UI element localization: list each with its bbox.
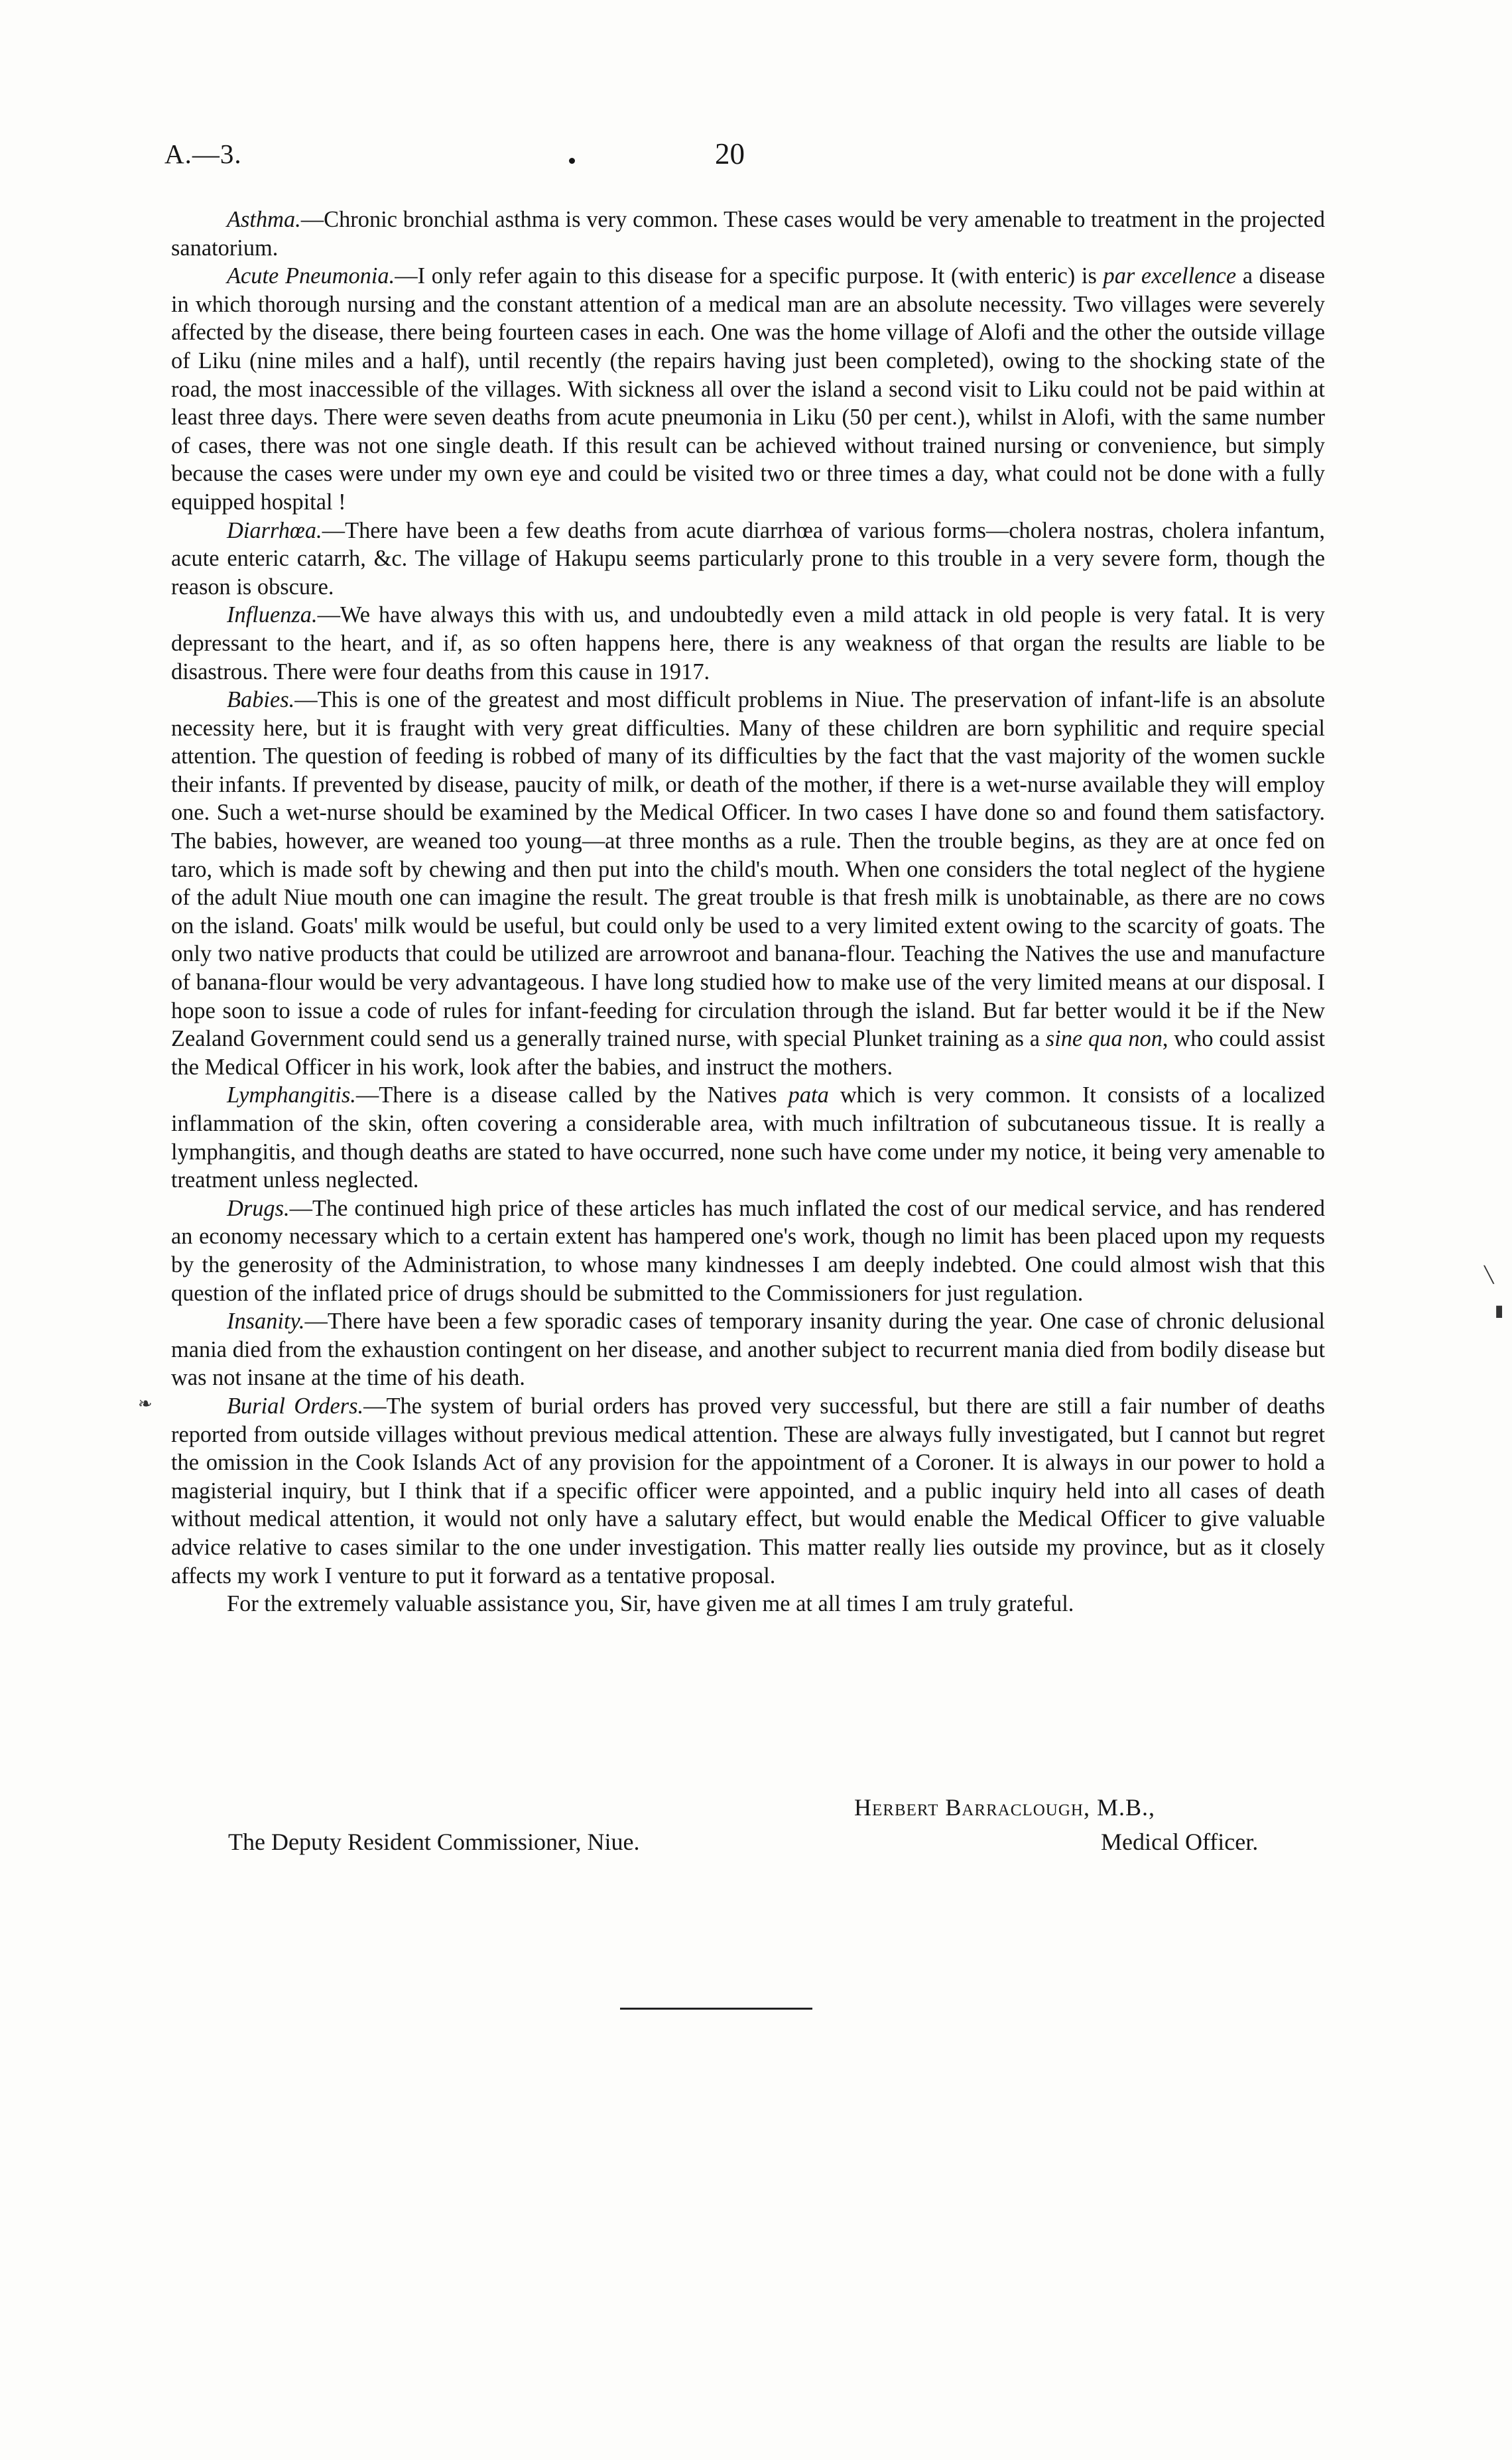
paragraph-text-after: a disease in which thorough nursing and the constant attention of a medical man are an absolute necessity. Two villages were severely affected by the disease, there being fourteen cases in each. One was the home village of Alofi and the other the outside village of Liku (nine miles and a half), until recently (the repairs having just been completed), owing to the shocking state of the road, the most inaccessible of the villages. With sickness all over the island a second visit to Liku could not be paid within at least three days. There were seven deaths from acute pneumonia in Liku (50 per cent.), whilst in Alofi, with the same number of cases, there was not one single death. If this result can be achieved without trained nursing or convenience, but simply because the cases were under my own eye and could be visited two or three times a day, what could not be done with a fully equipped hospital ! [171, 263, 1325, 515]
paragraph-acute-pneumonia [171, 262, 1325, 516]
paragraph-heading: Burial Orders. [227, 1393, 364, 1419]
paragraph-heading: Asthma. [227, 207, 301, 232]
paragraph-heading: Lymphangitis. [227, 1082, 356, 1108]
margin-tick-mark: ╲ [1484, 1265, 1494, 1284]
paragraph-heading: Acute Pneumonia. [227, 263, 395, 289]
paragraph-burial-orders [171, 1392, 1325, 1590]
closing-rule-divider [620, 2008, 812, 2010]
paragraph-babies [171, 686, 1325, 1081]
paragraph-text: —Chronic bronchial asthma is very common. These cases would be very amenable to treatment in the projected sanatorium. [171, 207, 1325, 261]
paragraph-text-after: which is very common. It consists of a localized inflammation of the skin, often covering a considerable area, with much infiltration of subcutaneous tissue. It is really a lymphangitis, and though deaths are stated to have occurred, none such have come under my notice, it being very amenable to treatment unless neglected. [171, 1082, 1325, 1193]
page-number: 20 [715, 137, 745, 170]
margin-ink-mark: ❧ [138, 1394, 153, 1414]
signature-title: Medical Officer. [1101, 1829, 1259, 1855]
paragraph-closing [171, 1590, 1325, 1618]
paragraph-text: —There have been a few deaths from acute diarrhœa of various forms—cholera nostras, cholera infantum, acute enteric catarrh, &c. The village of Hakupu seems particularly prone to this trouble in a very severe form, though the reason is obscure. [171, 517, 1325, 600]
header-dot-mark [569, 158, 575, 164]
paragraph-text: —This is one of the greatest and most difficult problems in Niue. The preservation of infant-life is an absolute necessity here, but it is fraught with very great difficulties. Many of these children are born syphilitic and require special attention. The question of feeding is robbed of many of its difficulties by the fact that the vast majority of the women suckle their infants. If prevented by disease, paucity of milk, or death of the mother, if there is a wet-nurse available they will employ one. Such a wet-nurse should be examined by the Medical Officer. In two cases I have done so and found them satisfactory. The babies, however, are weaned too young—at three months as a rule. Then the trouble begins, as they are at once fed on taro, which is made soft by chewing and then put into the child's mouth. When one considers the total neglect of the hygiene of the adult Niue mouth one can imagine the result. The great trouble is that fresh milk is unobtainable, as there are no cows on the island. Goats' milk would be useful, but could only be used to a very limited extent owing to the scarcity of goats. The only two native products that could be utilized are arrowroot and banana-flour. Teaching the Natives the use and manufacture of banana-flour would be very advantageous. I have long studied how to make use of the very limited means at our disposal. I hope soon to issue a code of rules for infant-feeding for circulation through the island. But far better would it be if the New Zealand Government could send us a generally trained nurse, with special Plunket training as a [171, 687, 1325, 1052]
document-reference: A.—3. [164, 139, 242, 169]
paragraph-text: —There is a disease called by the Natives [355, 1082, 788, 1108]
paragraph-text-after: , who could assist the Medical Officer in his work, look after the babies, and instruct the mothers. [171, 1026, 1326, 1080]
italic-phrase: par excellence [1103, 263, 1237, 289]
paragraph-heading: Diarrhœa. [227, 517, 322, 543]
paragraph-drugs [171, 1195, 1325, 1307]
paragraph-heading: Influenza. [227, 602, 318, 628]
paragraph-diarrhoea [171, 517, 1325, 602]
report-body [171, 206, 1325, 1618]
italic-phrase: sine qua non [1045, 1026, 1163, 1052]
paragraph-text: —The continued high price of these articles has much inflated the cost of our medical service, and has rendered an economy necessary which to a certain extent has hampered one's work, though no limit has been placed upon my requests by the generosity of the Administration, to whose many kindnesses I am deeply indebted. One could almost wish that this question of the inflated price of drugs should be submitted to the Commissioners for just regulation. [171, 1195, 1325, 1306]
paragraph-text: —We have always this with us, and undoubtedly even a mild attack in old people is very fatal. It is very depressant to the heart, and if, as so often happens here, there is any weakness of that organ the results are liable to be disastrous. There were four deaths from this cause in 1917. [171, 602, 1325, 684]
paragraph-heading: Insanity. [227, 1309, 305, 1334]
paragraph-lymphangitis [171, 1081, 1325, 1194]
paragraph-asthma [171, 206, 1325, 262]
signature-author: Herbert Barraclough, M.B., [854, 1794, 1155, 1821]
paragraph-text: —There have been a few sporadic cases of temporary insanity during the year. One case of chronic delusional mania died from the exhaustion contingent on her disease, and another subject to recurrent mania died from bodily disease but was not insane at the time of his death. [171, 1309, 1325, 1391]
paragraph-text: —I only refer again to this disease for a specific purpose. It (with enteric) is [395, 263, 1103, 289]
paragraph-heading: Drugs. [227, 1195, 290, 1221]
paragraph-text: —The system of burial orders has proved very successful, but there are still a fair number of deaths reported from outside villages without previous medical attention. These are always fully investigated, but I cannot but regret the omission in the Cook Islands Act of any provision for the appointment of a Coroner. It is always in our power to hold a magisterial inquiry, but I think that if a specific officer were appointed, and a public inquiry held into all cases of death without medical attention, it would not only have a salutary effect, but would enable the Medical Officer to give valuable advice relative to cases similar to the one under investigation. This matter really lies outside my province, but as it closely affects my work I venture to put it forward as a tentative proposal. [171, 1393, 1325, 1588]
paragraph-heading: Babies. [227, 687, 295, 713]
margin-dot-mark: ▮ [1495, 1301, 1504, 1320]
italic-phrase: pata [788, 1082, 829, 1108]
paragraph-influenza [171, 601, 1325, 686]
paragraph-text: For the extremely valuable assistance you, Sir, have given me at all times I am truly grateful. [227, 1591, 1074, 1617]
paragraph-insanity [171, 1307, 1325, 1392]
addressee: The Deputy Resident Commissioner, Niue. [228, 1829, 640, 1855]
